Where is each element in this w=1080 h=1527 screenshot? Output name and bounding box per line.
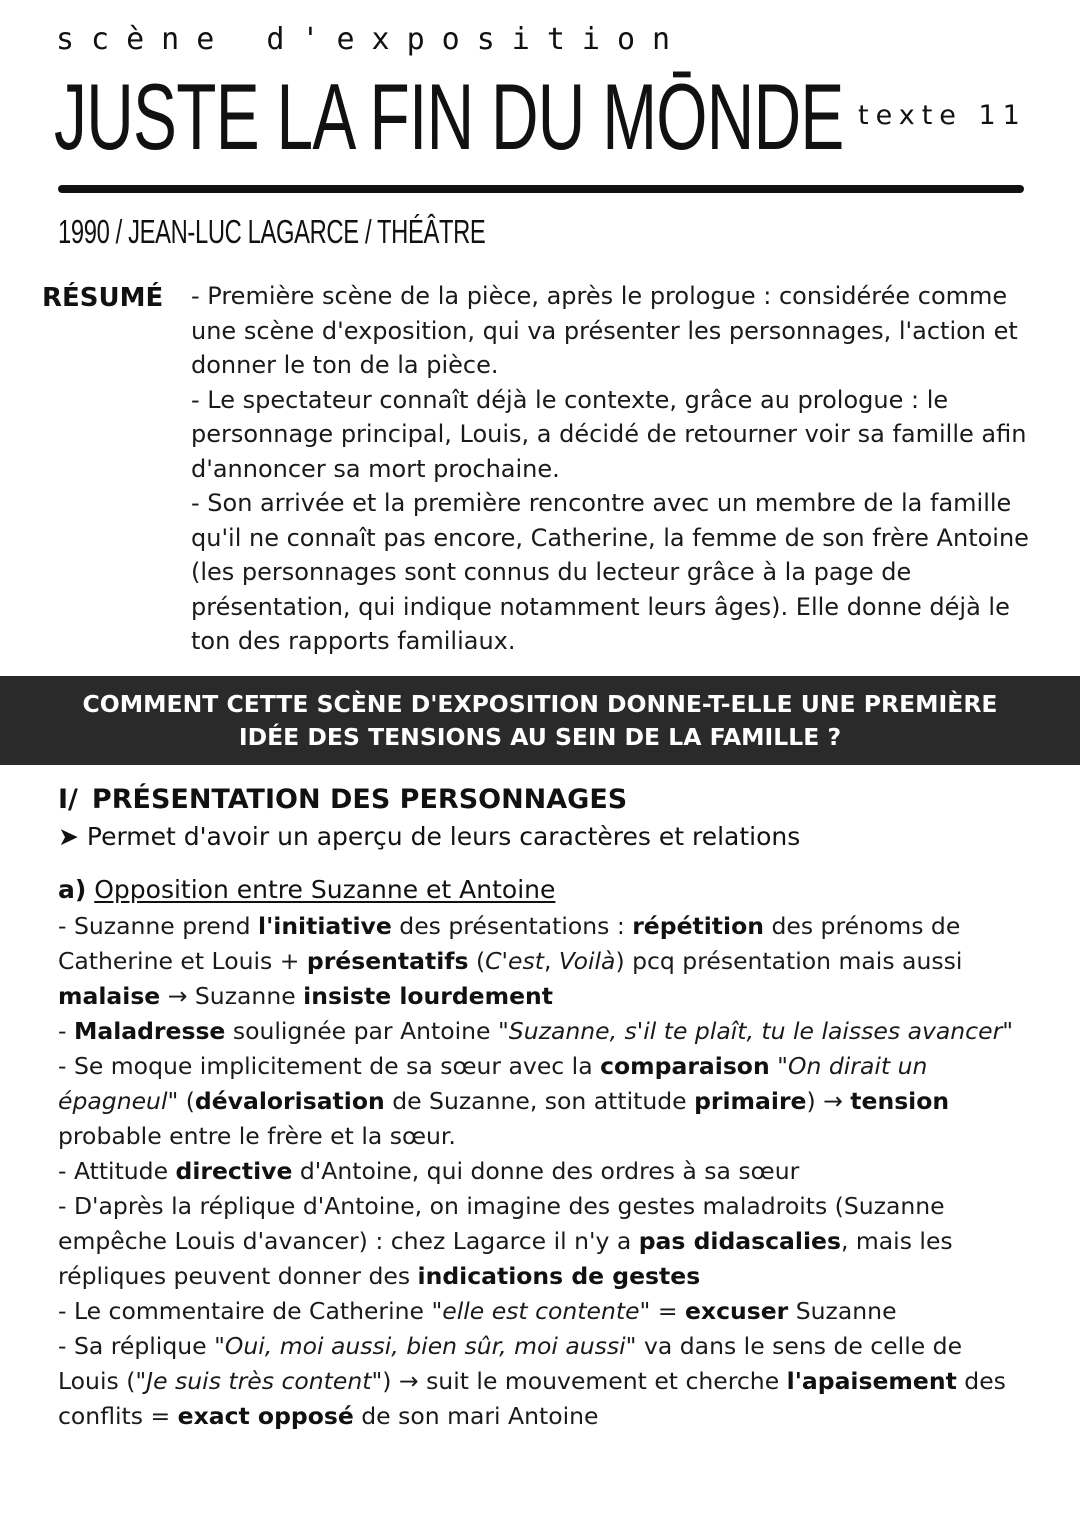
- text-run: des prénoms de Catherine et Louis +: [58, 912, 961, 975]
- text-run: - Se moque implicitement de sa sœur avec la: [58, 1052, 601, 1080]
- subsection-letter: a): [58, 875, 87, 904]
- emphasis-text: pas didascalies: [638, 1227, 841, 1255]
- text-run: Suzanne: [788, 1297, 897, 1325]
- emphasis-text: dévalorisation: [194, 1087, 385, 1115]
- quote-text: "Oui, moi aussi, bien sûr, moi aussi": [214, 1332, 637, 1360]
- analysis-item: [58, 1154, 1026, 1189]
- quote-text: Voilà: [558, 947, 616, 975]
- emphasis-text: présentatifs: [306, 947, 469, 975]
- text-run: d'Antoine, qui donne des ordres à sa sœur: [292, 1157, 800, 1185]
- emphasis-text: primaire: [694, 1087, 807, 1115]
- analysis-item: [58, 1294, 1026, 1329]
- resume-item: - Le spectateur connaît déjà le contexte, grâce au prologue : le personnage principal, Louis, a décidé de retourner voir sa famille afin d'annoncer sa mort prochaine.: [191, 385, 1027, 483]
- text-run: ) →: [806, 1087, 851, 1115]
- subsection-heading: [58, 875, 555, 904]
- subsection-title: Opposition entre Suzanne et Antoine: [94, 875, 556, 904]
- emphasis-text: l'initiative: [258, 912, 392, 940]
- section-heading: [58, 784, 627, 815]
- kicker-scene-exposition: scène d'exposition: [56, 22, 688, 57]
- text-run: - Suzanne prend: [58, 912, 259, 940]
- emphasis-text: répétition: [632, 912, 764, 940]
- quote-text: "Je suis très content": [135, 1367, 383, 1395]
- section-number: I/: [58, 784, 78, 815]
- text-run: - D'après la réplique d'Antoine, on imagine des gestes maladroits (Suzanne empêche Louis d'avancer) : chez Lagarce il n'y a: [58, 1192, 945, 1255]
- analysis-item: [58, 1049, 1026, 1154]
- title-divider: [58, 185, 1024, 193]
- section-title: PRÉSENTATION DES PERSONNAGES: [91, 784, 628, 815]
- text-run: - Attitude: [58, 1157, 176, 1185]
- quote-text: "On dirait un épagneul": [58, 1052, 928, 1115]
- text-run: des conflits =: [58, 1367, 1006, 1430]
- text-run: , mais les répliques peuvent donner des: [58, 1227, 953, 1290]
- text-run: des présentations :: [391, 912, 633, 940]
- emphasis-text: l'apaisement: [786, 1367, 957, 1395]
- text-run: probable entre le frère et la sœur.: [58, 1122, 456, 1150]
- quote-text: C'est: [485, 947, 544, 975]
- analysis-list: [58, 909, 1026, 1434]
- emphasis-text: malaise: [58, 982, 161, 1010]
- page-title: JUSTE LA FIN DU MŌNDE: [54, 64, 844, 169]
- text-run: ) → suit le mouvement et cherche: [382, 1367, 787, 1395]
- text-run: ,: [543, 947, 559, 975]
- text-run: (: [468, 947, 486, 975]
- text-run: → Suzanne: [160, 982, 304, 1010]
- resume-item: - Première scène de la pièce, après le prologue : considérée comme une scène d'exposition, qui va présenter les personnages, l'action et donner le ton de la pièce.: [191, 282, 1018, 379]
- text-run: - Sa réplique: [58, 1332, 215, 1360]
- emphasis-text: Maladresse: [73, 1017, 226, 1045]
- work-info: 1990 / JEAN-LUC LAGARCE / THÉÂTRE: [58, 213, 486, 250]
- text-run: va dans le sens de celle de Louis (: [58, 1332, 963, 1395]
- emphasis-text: exact opposé: [177, 1402, 354, 1430]
- resume-item: - Son arrivée et la première rencontre avec un membre de la famille qu'il ne connaît pas encore, Catherine, la femme de son frère Antoine (les personnages sont connus du lecteur grâce à la page de présentation, qui indique notamment leurs âges). Elle donne déjà le ton des rapports familiaux.: [191, 489, 1029, 655]
- analysis-item: [58, 1014, 1026, 1049]
- problematique-banner: [0, 676, 1080, 765]
- text-run: =: [650, 1297, 685, 1325]
- emphasis-text: excuser: [684, 1297, 789, 1325]
- quote-text: "Suzanne, s'il te plaît, tu le laisses avancer": [497, 1017, 1014, 1045]
- emphasis-text: directive: [175, 1157, 293, 1185]
- emphasis-text: insiste lourdement: [303, 982, 553, 1010]
- analysis-item: [58, 909, 1026, 1014]
- text-run: soulignée par Antoine: [225, 1017, 498, 1045]
- text-run: de son mari Antoine: [353, 1402, 599, 1430]
- quote-text: "elle est contente": [431, 1297, 651, 1325]
- text-run: - Le commentaire de Catherine: [58, 1297, 432, 1325]
- problematique-text: COMMENT CETTE SCÈNE D'EXPOSITION DONNE-T-ELLE UNE PREMIÈRE IDÉE DES TENSIONS AU SEIN DE LA FAMILLE ?: [82, 689, 998, 751]
- text-run: -: [58, 1017, 74, 1045]
- resume-label: RÉSUMÉ: [42, 283, 164, 313]
- emphasis-text: comparaison: [600, 1052, 770, 1080]
- analysis-item: [58, 1329, 1026, 1434]
- text-run: de Suzanne, son attitude: [384, 1087, 695, 1115]
- text-run: ) pcq présentation mais aussi: [615, 947, 963, 975]
- emphasis-text: indications de gestes: [417, 1262, 701, 1290]
- text-run: (: [178, 1087, 195, 1115]
- emphasis-text: tension: [850, 1087, 950, 1115]
- section-lead: ➤ Permet d'avoir un aperçu de leurs caractères et relations: [58, 822, 801, 851]
- texte-number: texte 11: [858, 100, 1027, 131]
- analysis-item: [58, 1189, 1026, 1294]
- resume-list: [191, 279, 1041, 659]
